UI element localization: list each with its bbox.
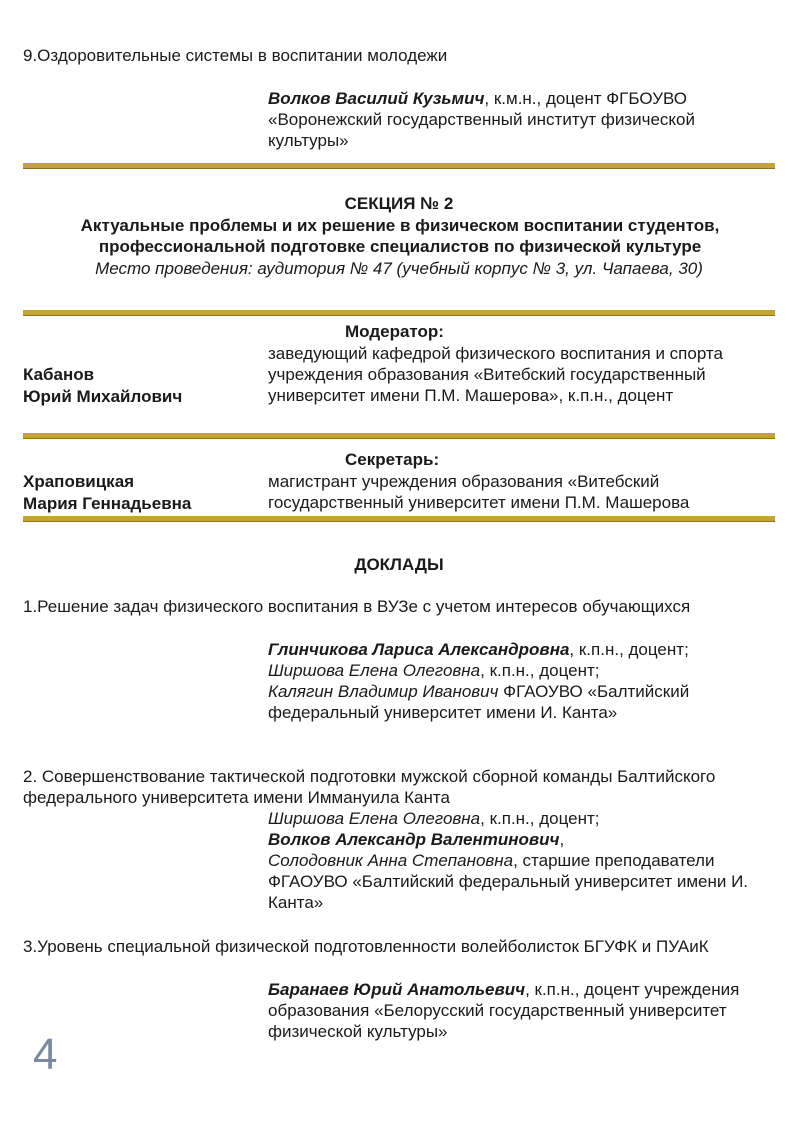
- report2-author2-name: Волков Александр Валентинович: [268, 830, 560, 849]
- divider: [23, 310, 775, 315]
- secretary-description: магистрант учреждения образования «Витебский государственный университет имени П.М. Машерова: [268, 472, 690, 512]
- report2-author1-name: Ширшова Елена Олеговна: [268, 809, 481, 828]
- report1-author2-details: , к.п.н., доцент;: [480, 661, 600, 680]
- report1-author1-details: , к.п.н., доцент;: [569, 640, 689, 659]
- moderator-label: Модератор:: [345, 322, 444, 341]
- report3-author1-details: , к.п.н., доцент учреждения образования «Белорусский государственный университет физической культуры»: [268, 980, 740, 1041]
- section-heading: СЕКЦИЯ № 2: [344, 194, 454, 213]
- report2-author1-details: , к.п.н., доцент;: [480, 809, 600, 828]
- report3-title: 3.Уровень специальной физической подготовленности волейболисток БГУФК и ПУАиК: [23, 937, 709, 956]
- item9-author-details: , к.м.н., доцент ФГБОУВО «Воронежский государственный институт физической культуры»: [268, 89, 695, 150]
- moderator-name-line2: Юрий Михайлович: [23, 387, 183, 406]
- divider: [23, 516, 775, 521]
- divider: [23, 163, 775, 168]
- divider: [23, 433, 775, 438]
- reports-heading: ДОКЛАДЫ: [354, 555, 444, 574]
- report1-author3-details: ФГАОУВО «Балтийский федеральный университет имени И. Канта»: [268, 682, 690, 722]
- report3-authors: [268, 979, 748, 1042]
- section-venue: Место проведения: аудитория № 47 (учебный корпус № 3, ул. Чапаева, 30): [95, 259, 703, 278]
- item9-title: 9.Оздоровительные системы в воспитании молодежи: [23, 46, 448, 65]
- report2-author2-details: ,: [559, 830, 565, 849]
- report1-author1-name: Глинчикова Лариса Александровна: [268, 640, 570, 659]
- moderator-description: заведующий кафедрой физического воспитания и спорта учреждения образования «Витебский государственный университет имени П.М. Машерова», к.п.н., доцент: [268, 344, 723, 405]
- report3-author1-name: Баранаев Юрий Анатольевич: [268, 980, 526, 999]
- report2-authors: [268, 808, 768, 913]
- report2-title: 2. Совершенствование тактической подготовки мужской сборной команды Балтийского федерального университета имени Иммануила Канта: [23, 767, 716, 807]
- page-number: 4: [33, 1030, 58, 1079]
- secretary-name-line2: Мария Геннадьевна: [23, 494, 192, 513]
- report2-author3-name: Солодовник Анна Степановна: [268, 851, 514, 870]
- moderator-name-line1: Кабанов: [23, 365, 95, 384]
- section-subtitle: Актуальные проблемы и их решение в физическом воспитании студентов, профессиональной подготовке специалистов по физической культуре: [80, 216, 720, 256]
- report1-author3-name: Калягин Владимир Иванович: [268, 682, 499, 701]
- report1-title: 1.Решение задач физического воспитания в ВУЗе с учетом интересов обучающихся: [23, 597, 691, 616]
- secretary-name-line1: Храповицкая: [23, 472, 135, 491]
- report1-authors: [268, 639, 768, 723]
- item9-author-name: Волков Василий Кузьмич: [268, 89, 485, 108]
- report2-author3-details: , старшие преподаватели ФГАОУВО «Балтийский федеральный университет имени И. Канта»: [268, 851, 749, 912]
- report1-author2-name: Ширшова Елена Олеговна: [268, 661, 481, 680]
- secretary-label: Секретарь:: [345, 450, 440, 469]
- item9-author: [268, 88, 768, 151]
